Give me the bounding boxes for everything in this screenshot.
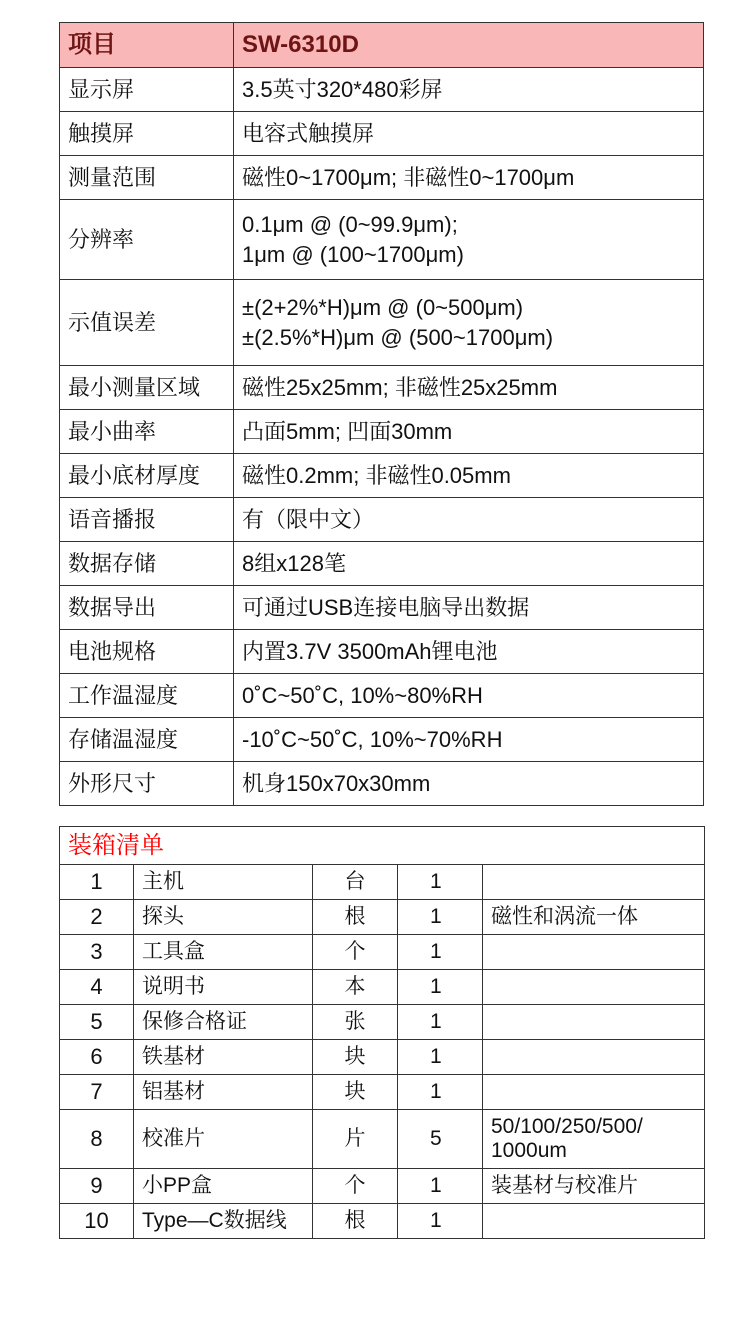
- packing-quantity: 1: [398, 935, 483, 970]
- spec-value-line: 0.1μm @ (0~99.9μm);: [242, 211, 458, 237]
- packing-item-name: 铁基材: [134, 1040, 313, 1075]
- spec-label: 数据存储: [60, 542, 234, 586]
- spec-row: [60, 410, 704, 454]
- spec-value: [234, 454, 704, 498]
- packing-item-name: 工具盒: [134, 935, 313, 970]
- spec-value-line: 凸面5mm; 凹面30mm: [242, 418, 453, 444]
- packing-row: [60, 935, 705, 970]
- spec-row: [60, 68, 704, 112]
- spec-label: 存储温湿度: [60, 718, 234, 762]
- packing-index: 2: [60, 900, 134, 935]
- packing-remark: [483, 935, 705, 970]
- packing-item-name: Type—C数据线: [134, 1204, 313, 1239]
- packing-index: 4: [60, 970, 134, 1005]
- remark-line: 1000um: [491, 1139, 567, 1162]
- spec-value: [234, 630, 704, 674]
- spec-table: [59, 22, 704, 806]
- spec-value-line: 3.5英寸320*480彩屏: [242, 76, 443, 102]
- spec-row: [60, 674, 704, 718]
- packing-unit: 根: [313, 900, 398, 935]
- spec-value-line: ±(2.5%*H)μm @ (500~1700μm): [242, 324, 554, 350]
- header-model: SW-6310D: [234, 23, 704, 68]
- packing-item-name: 铝基材: [134, 1075, 313, 1110]
- spec-value: [234, 718, 704, 762]
- spec-label: 测量范围: [60, 156, 234, 200]
- packing-row: [60, 1075, 705, 1110]
- packing-unit: 台: [313, 865, 398, 900]
- spec-label: 分辨率: [60, 200, 234, 280]
- packing-item-name: 小PP盒: [134, 1169, 313, 1204]
- packing-row: [60, 1169, 705, 1204]
- spec-value: [234, 68, 704, 112]
- packing-unit: 块: [313, 1075, 398, 1110]
- packing-item-name: 说明书: [134, 970, 313, 1005]
- spec-row: [60, 112, 704, 156]
- spec-header-row: [60, 23, 704, 68]
- packing-quantity: 1: [398, 865, 483, 900]
- packing-remark: 装基材与校准片: [483, 1169, 705, 1204]
- packing-index: 3: [60, 935, 134, 970]
- packing-remark: [483, 970, 705, 1005]
- packing-unit: 根: [313, 1204, 398, 1239]
- packing-unit: 块: [313, 1040, 398, 1075]
- packing-item-name: 主机: [134, 865, 313, 900]
- packing-remark: [483, 1005, 705, 1040]
- spec-label: 最小测量区域: [60, 366, 234, 410]
- spec-value: [234, 410, 704, 454]
- spec-value: [234, 112, 704, 156]
- header-item: 项目: [60, 23, 234, 68]
- spec-value-line: 磁性0.2mm; 非磁性0.05mm: [242, 462, 511, 488]
- spec-value: [234, 156, 704, 200]
- packing-index: 1: [60, 865, 134, 900]
- spec-label: 外形尺寸: [60, 762, 234, 806]
- spec-value: [234, 200, 704, 280]
- packing-quantity: 1: [398, 970, 483, 1005]
- spec-row: [60, 630, 704, 674]
- packing-unit: 本: [313, 970, 398, 1005]
- packing-row: [60, 1005, 705, 1040]
- spec-value: [234, 366, 704, 410]
- packing-row: [60, 1040, 705, 1075]
- packing-list-table: [59, 826, 705, 1239]
- spec-row: [60, 454, 704, 498]
- packing-item-name: 保修合格证: [134, 1005, 313, 1040]
- packing-remark: [483, 1204, 705, 1239]
- spec-label: 数据导出: [60, 586, 234, 630]
- packing-remark: [483, 1075, 705, 1110]
- packing-item-name: 校准片: [134, 1110, 313, 1169]
- packing-index: 10: [60, 1204, 134, 1239]
- spec-value-line: 机身150x70x30mm: [242, 770, 431, 796]
- packing-item-name: 探头: [134, 900, 313, 935]
- packing-index: 9: [60, 1169, 134, 1204]
- packing-index: 8: [60, 1110, 134, 1169]
- packing-row: [60, 865, 705, 900]
- spec-value: [234, 762, 704, 806]
- packing-remark: [483, 1040, 705, 1075]
- spec-row: [60, 762, 704, 806]
- packing-unit: 张: [313, 1005, 398, 1040]
- remark-line: 50/100/250/500/: [491, 1115, 643, 1138]
- packing-unit: 片: [313, 1110, 398, 1169]
- packing-index: 6: [60, 1040, 134, 1075]
- spec-row: [60, 280, 704, 366]
- spec-label: 工作温湿度: [60, 674, 234, 718]
- spec-row: [60, 498, 704, 542]
- spec-value-line: 可通过USB连接电脑导出数据: [242, 594, 530, 620]
- spec-row: [60, 718, 704, 762]
- packing-quantity: 1: [398, 1040, 483, 1075]
- packing-quantity: 5: [398, 1110, 483, 1169]
- spec-value-line: 有（限中文）: [242, 506, 375, 532]
- packing-quantity: 1: [398, 900, 483, 935]
- packing-list-title: 装箱清单: [60, 827, 705, 865]
- spec-value-line: 磁性25x25mm; 非磁性25x25mm: [242, 374, 558, 400]
- packing-row: [60, 900, 705, 935]
- spec-value: [234, 280, 704, 366]
- spec-value-line: -10˚C~50˚C, 10%~70%RH: [242, 726, 503, 752]
- spec-value-line: 磁性0~1700μm; 非磁性0~1700μm: [242, 164, 575, 190]
- spec-value-line: ±(2+2%*H)μm @ (0~500μm): [242, 294, 524, 320]
- spec-row: [60, 366, 704, 410]
- spec-value: [234, 674, 704, 718]
- spec-label: 电池规格: [60, 630, 234, 674]
- packing-remark: 磁性和涡流一体: [483, 900, 705, 935]
- spec-row: [60, 586, 704, 630]
- spec-value-line: 8组x128笔: [242, 550, 346, 576]
- spec-value-line: 电容式触摸屏: [242, 120, 375, 146]
- packing-row: [60, 970, 705, 1005]
- packing-index: 7: [60, 1075, 134, 1110]
- packing-row: [60, 1110, 705, 1169]
- packing-remark: [483, 865, 705, 900]
- spec-label: 触摸屏: [60, 112, 234, 156]
- packing-list-title-row: [60, 827, 705, 865]
- spec-row: [60, 156, 704, 200]
- spec-value-line: 0˚C~50˚C, 10%~80%RH: [242, 682, 483, 708]
- packing-remark: [483, 1110, 705, 1169]
- spec-value-line: 1μm @ (100~1700μm): [242, 241, 464, 267]
- spec-label: 语音播报: [60, 498, 234, 542]
- spec-row: [60, 200, 704, 280]
- spec-label: 示值误差: [60, 280, 234, 366]
- spec-label: 最小底材厚度: [60, 454, 234, 498]
- packing-row: [60, 1204, 705, 1239]
- spec-label: 显示屏: [60, 68, 234, 112]
- packing-unit: 个: [313, 935, 398, 970]
- spec-value: [234, 498, 704, 542]
- packing-quantity: 1: [398, 1005, 483, 1040]
- packing-quantity: 1: [398, 1169, 483, 1204]
- spec-value: [234, 542, 704, 586]
- packing-index: 5: [60, 1005, 134, 1040]
- spec-value: [234, 586, 704, 630]
- packing-quantity: 1: [398, 1204, 483, 1239]
- spec-row: [60, 542, 704, 586]
- spec-label: 最小曲率: [60, 410, 234, 454]
- packing-quantity: 1: [398, 1075, 483, 1110]
- packing-unit: 个: [313, 1169, 398, 1204]
- spec-value-line: 内置3.7V 3500mAh锂电池: [242, 638, 498, 664]
